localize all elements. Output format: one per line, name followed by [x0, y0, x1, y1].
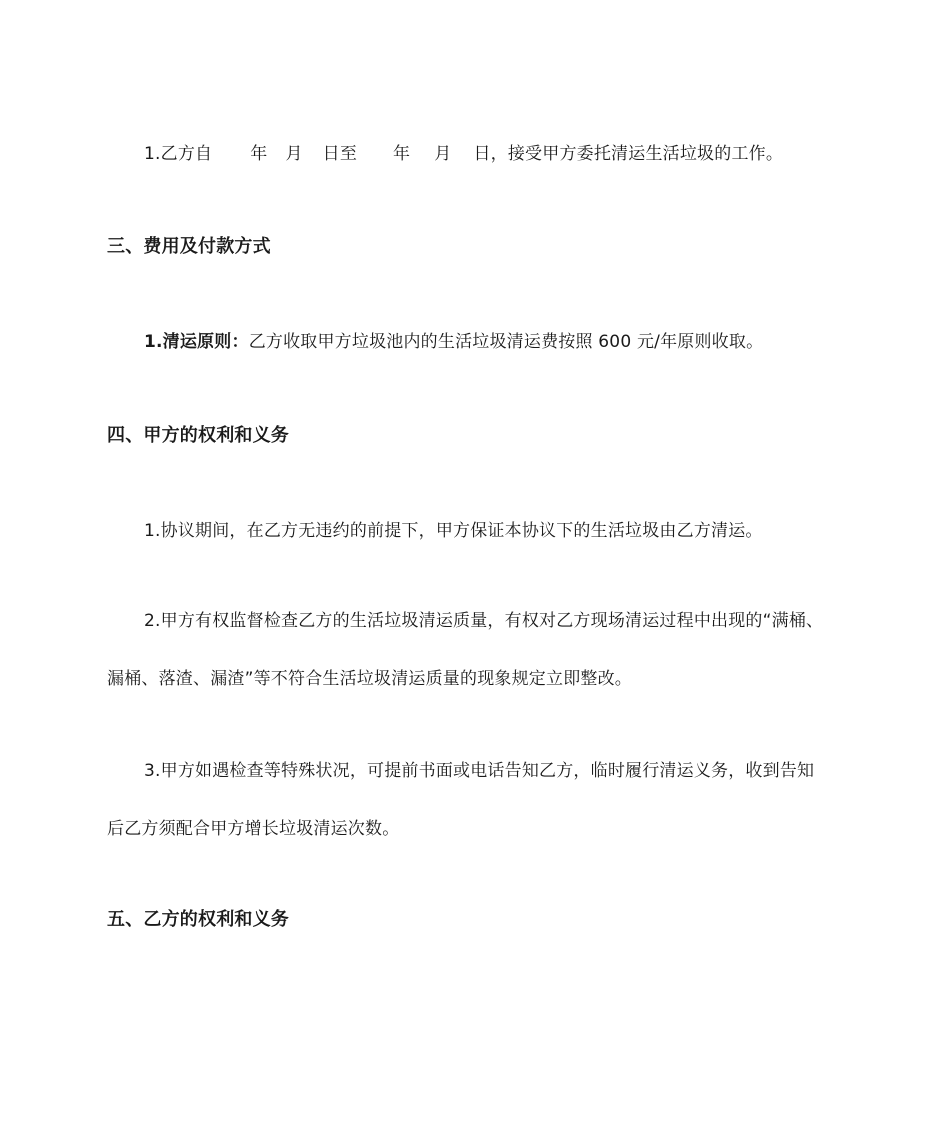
period-start-year: 年: [250, 144, 268, 164]
period-start-month: 月: [285, 144, 303, 164]
clause-a-3-line2: 后乙方须配合甲方增长垃圾清运次数。: [107, 819, 400, 839]
clause-fee-principle: [144, 330, 763, 354]
fee-principle-label: 1.清运原则：: [144, 332, 249, 352]
period-prefix: 1.乙方自: [144, 144, 213, 164]
clause-a-2-line1: 2.甲方有权监督检查乙方的生活垃圾清运质量，有权对乙方现场清运过程中出现的“满桶、: [144, 611, 824, 631]
period-end-day: 日，接受甲方委托清运生活垃圾的工作。: [473, 144, 784, 164]
period-end-year: 年: [393, 144, 411, 164]
section-party-b-heading: 五、乙方的权利和义务: [107, 909, 289, 930]
period-end-month: 月: [434, 144, 452, 164]
period-start-day: 日至: [322, 144, 358, 164]
section-fees-heading: 三、费用及付款方式: [107, 236, 271, 257]
clause-service-period: [144, 142, 783, 166]
section-party-a-heading: 四、甲方的权利和义务: [107, 425, 289, 446]
fee-principle-text: 乙方收取甲方垃圾池内的生活垃圾清运费按照 600 元/年原则收取。: [248, 332, 764, 352]
clause-a-3-line1: 3.甲方如遇检查等特殊状况，可提前书面或电话告知乙方，临时履行清运义务，收到告知: [144, 761, 815, 781]
clause-a-2-line2: 漏桶、落渣、漏渣”等不符合生活垃圾清运质量的现象规定立即整改。: [107, 669, 633, 689]
clause-a-1: 1.协议期间，在乙方无违约的前提下，甲方保证本协议下的生活垃圾由乙方清运。: [144, 521, 763, 541]
